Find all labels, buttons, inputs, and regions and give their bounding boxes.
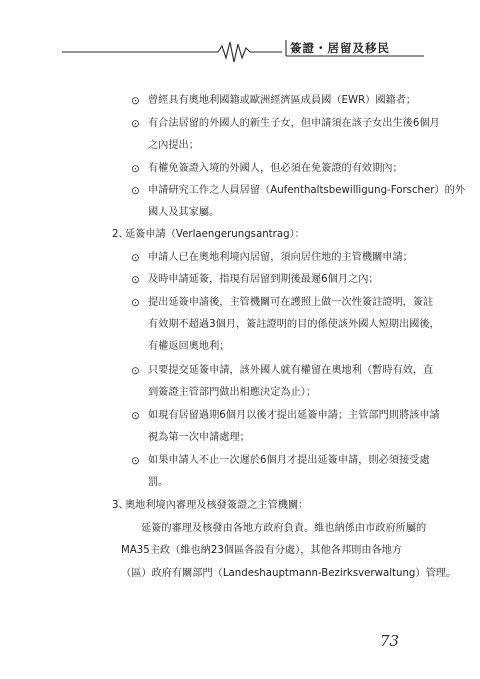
bullet-marker: ⊙ xyxy=(131,95,140,107)
bullet-text-line: 國人及其家屬。 xyxy=(148,207,220,218)
bullet-marker: ⊙ xyxy=(131,410,140,422)
bullet-text-line: 申請人已在奧地利境內居留，須向居住地的主管機關申請； xyxy=(148,252,413,263)
bullet-marker: ⊙ xyxy=(131,118,140,130)
bullet-marker: ⊙ xyxy=(131,297,140,309)
bullet-text-line: 如果申請人不止一次遲於6個月才提出延簽申請，則必須接受處 xyxy=(148,455,430,466)
paragraph-line: MA35主政（維也納23個區各設有分處），其他各邦則由各地方 xyxy=(121,545,403,556)
bullet-text-line: 提出延簽申請後，主管機關可在護照上做一次性簽註證明，簽註 xyxy=(148,297,434,308)
section-heading: 延簽申請（Verlaengerungsantrag）： xyxy=(125,229,305,240)
bullet-marker: ⊙ xyxy=(131,252,140,264)
bullet-text-line: 申請研究工作之人員居留（Aufenthaltsbewilligung-Forscher）的外 xyxy=(148,185,466,196)
bullet-text-line: 有效期不超過3個月，簽註證明的目的係使該外國人短期出國後， xyxy=(148,319,440,330)
bullet-text-line: 如現有居留過期6個月以後才提出延簽申請；主管部門則將該申請 xyxy=(148,410,440,421)
section-number: 3、 xyxy=(112,500,129,511)
section-heading: 奧地利境內審理及核發簽證之主管機關： xyxy=(125,500,309,511)
bullet-marker: ⊙ xyxy=(131,455,140,467)
bullet-text-line: 有權返回奧地利； xyxy=(148,341,230,352)
page-number: 73 xyxy=(380,632,400,650)
section-number: 2、 xyxy=(112,229,129,240)
paragraph-line: 延簽的審理及核發由各地方政府負責。維也納係由市政府所屬的 xyxy=(141,523,427,534)
bullet-marker: ⊙ xyxy=(131,274,140,286)
bullet-text-line: 只要提交延簽申請，該外國人就有權留在奧地利（暫時有效，直 xyxy=(148,365,434,376)
bullet-text-line: 曾經具有奧地利國籍或歐洲經濟區成員國（EWR）國籍者； xyxy=(148,95,417,106)
bullet-text-line: 之內提出； xyxy=(148,140,199,151)
bullet-marker: ⊙ xyxy=(131,185,140,197)
bullet-marker: ⊙ xyxy=(131,365,140,377)
bullet-text-line: 罰。 xyxy=(148,477,169,488)
bullet-text-line: 到簽證主管部門做出相應決定為止）； xyxy=(148,387,317,398)
paragraph-line: （區）政府有關部門（Landeshauptmann-Bezirksverwaltung）管理。 xyxy=(121,568,457,579)
bullet-marker: ⊙ xyxy=(131,163,140,175)
bullet-text-line: 視為第一次申請處理； xyxy=(148,432,250,443)
bullet-text-line: 及時申請延簽，指現有居留到期後最遲6個月之內； xyxy=(148,274,379,285)
bullet-text-line: 有合法居留的外國人的新生子女，但申請須在該子女出生後6個月 xyxy=(148,118,440,129)
bullet-text-line: 有權免簽證入境的外國人，但必須在免簽證的有效期內； xyxy=(148,163,403,174)
header-title: 簽證・居留及移民 xyxy=(290,41,390,55)
